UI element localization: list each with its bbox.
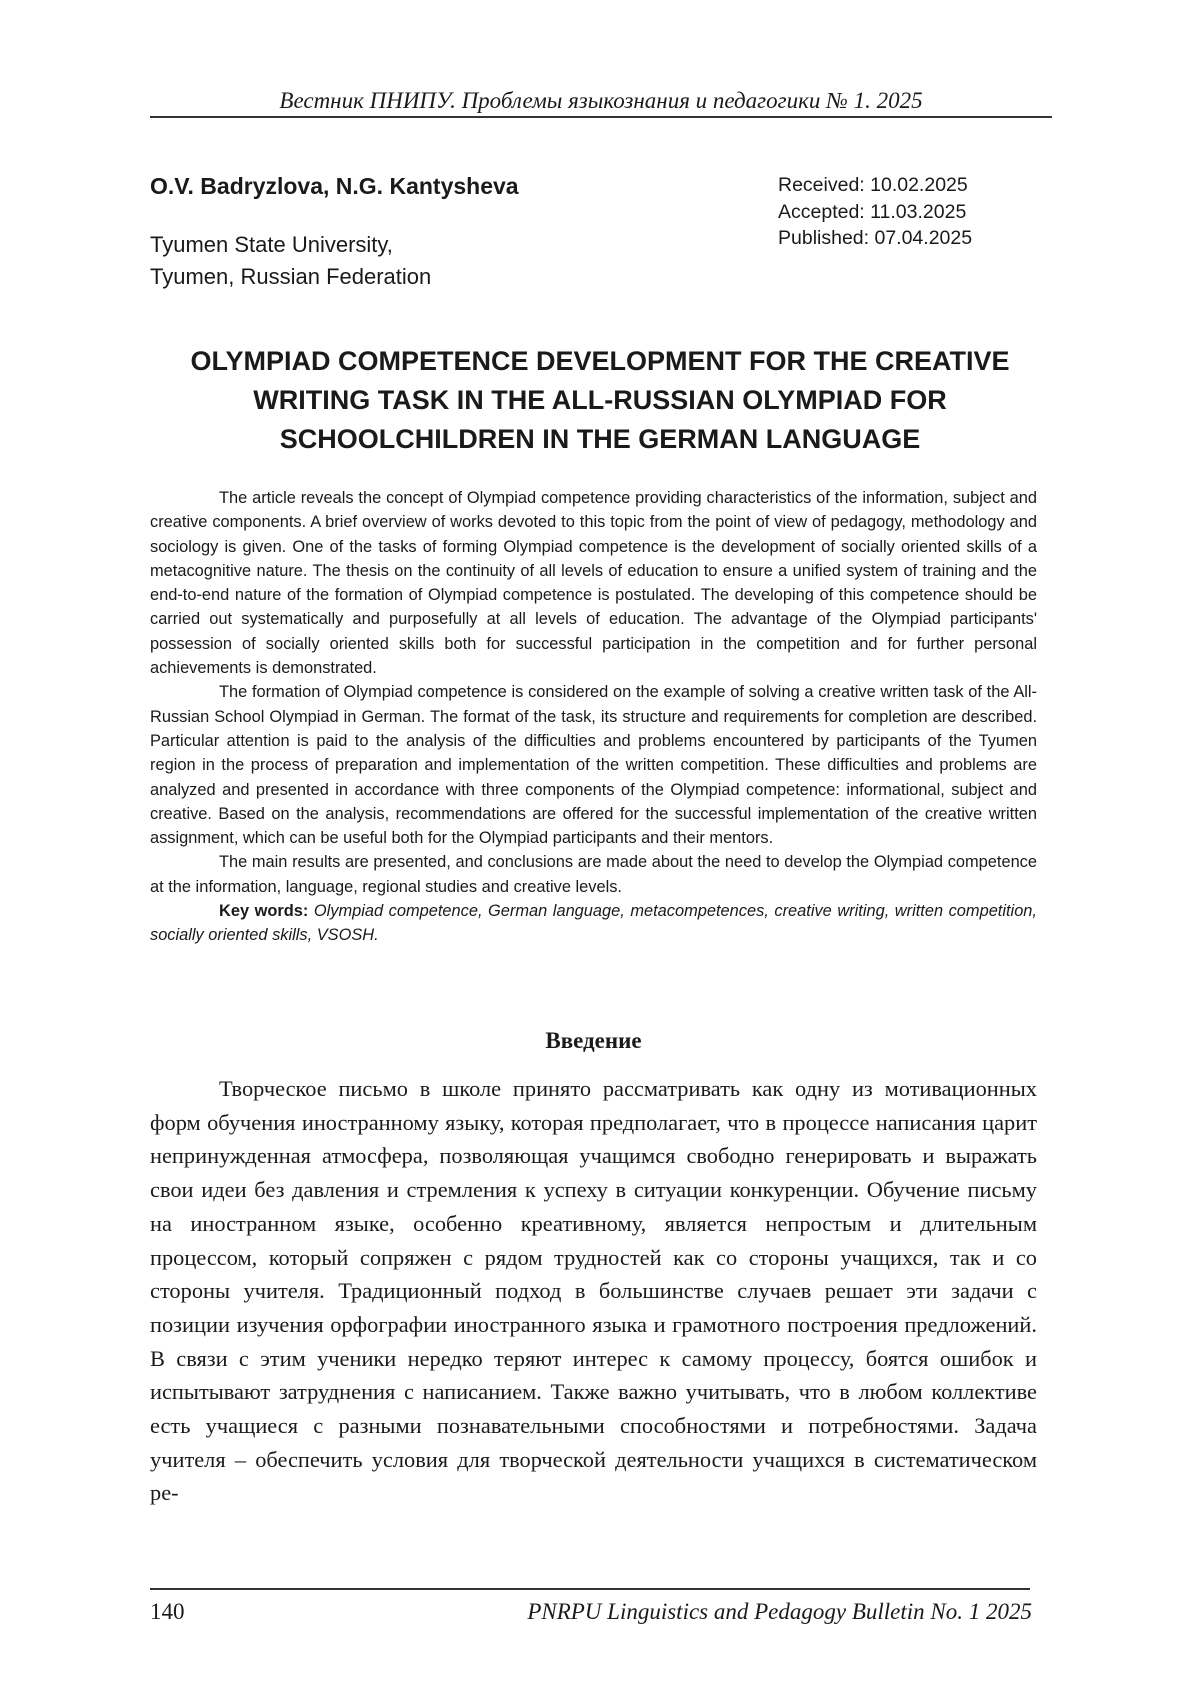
article-dates	[778, 172, 972, 252]
title-line: OLYMPIAD COMPETENCE DEVELOPMENT FOR THE CREATIVE	[150, 342, 1050, 381]
affiliation-line: Tyumen, Russian Federation	[150, 261, 431, 293]
journal-page	[0, 0, 1200, 1705]
abstract	[150, 486, 1037, 948]
keywords-text: Olympiad competence, German language, metacompetences, creative writing, written competition, socially oriented skills, VSOSH.	[150, 902, 1037, 944]
title-line: WRITING TASK IN THE ALL-RUSSIAN OLYMPIAD FOR	[150, 381, 1050, 420]
header-rule	[150, 116, 1052, 118]
published-date: Published: 07.04.2025	[778, 225, 972, 252]
received-date: Received: 10.02.2025	[778, 172, 972, 199]
keywords	[150, 899, 1037, 948]
title-line: SCHOOLCHILDREN IN THE GERMAN LANGUAGE	[150, 420, 1050, 459]
footer-rule	[150, 1588, 1030, 1590]
abstract-paragraph: The main results are presented, and conclusions are made about the need to develop the Olympiad competence at the information, language, regional studies and creative levels.	[150, 850, 1037, 899]
affiliation	[150, 229, 431, 293]
body-text	[150, 1072, 1037, 1510]
authors: O.V. Badryzlova, N.G. Kantysheva	[150, 172, 519, 200]
affiliation-line: Tyumen State University,	[150, 229, 431, 261]
running-head: Вестник ПНИПУ. Проблемы языкознания и педагогики № 1. 2025	[150, 86, 1052, 116]
page-number: 140	[150, 1597, 185, 1627]
keywords-label: Key words:	[219, 902, 308, 920]
abstract-paragraph: The formation of Olympiad competence is considered on the example of solving a creative written task of the All-Russian School Olympiad in German. The format of the task, its structure and requirements for completion are described. Particular attention is paid to the analysis of the difficulties and problems encountered by participants of the Tyumen region in the process of preparation and implementation of the written competition. These difficulties and problems are analyzed and presented in accordance with three components of the Olympiad competence: informational, subject and creative. Based on the analysis, recommendations are offered for the successful implementation of the creative written assignment, which can be useful both for the Olympiad participants and their mentors.	[150, 680, 1037, 850]
body-paragraph: Творческое письмо в школе принято рассматривать как одну из мотивационных форм обучения иностранному языку, которая предполагает, что в процессе написания царит непринужденная атмосфера, позволяющая учащимся свободно генерировать и выражать свои идеи без давления и стремления к успеху в ситуации конкуренции. Обучение письму на иностранном языке, особенно креативному, является непростым и длительным процессом, который сопряжен с рядом трудностей как со стороны учащихся, так и со стороны учителя. Традиционный подход в большинстве случаев решает эти задачи с позиции изучения орфографии иностранного языка и грамотного построения предложений. В связи с этим ученики нередко теряют интерес к самому процессу, боятся ошибок и испытывают затруднения с написанием. Также важно учитывать, что в любом коллективе есть учащиеся с разными познавательными способностями и потребностями. Задача учителя – обеспечить условия для творческой деятельности учащихся в систематическом ре-	[150, 1072, 1037, 1510]
section-heading: Введение	[150, 1026, 1037, 1056]
article-title	[150, 342, 1050, 459]
running-foot: PNRPU Linguistics and Pedagogy Bulletin No. 1 2025	[527, 1597, 1032, 1627]
abstract-paragraph: The article reveals the concept of Olympiad competence providing characteristics of the information, subject and creative components. A brief overview of works devoted to this topic from the point of view of pedagogy, methodology and sociology is given. One of the tasks of forming Olympiad competence is the development of socially oriented skills of a metacognitive nature. The thesis on the continuity of all levels of education to ensure a unified system of training and the end-to-end nature of the formation of Olympiad competence is postulated. The developing of this competence should be carried out systematically and purposefully at all levels of education. The advantage of the Olympiad participants' possession of socially oriented skills both for successful participation in the competition and for further personal achievements is demonstrated.	[150, 486, 1037, 680]
accepted-date: Accepted: 11.03.2025	[778, 199, 972, 226]
